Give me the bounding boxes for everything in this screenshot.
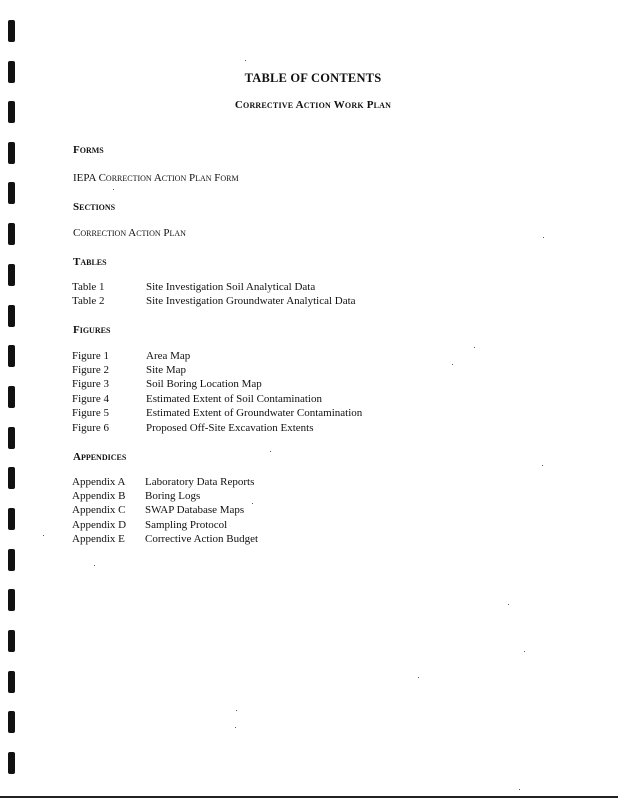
binder-hole-mark [8,427,15,449]
document-subtitle: Corrective Action Work Plan [234,99,392,111]
binder-hole-mark [8,671,15,693]
figure-entry [72,349,190,363]
binder-hole-mark [8,345,15,367]
scan-speck [236,710,237,711]
scan-speck [94,565,95,566]
scan-speck [508,604,509,605]
table-title: Site Investigation Soil Analytical Data [146,281,316,293]
sections-heading: Sections [73,201,116,213]
appendix-entry [72,518,227,532]
appendices-heading: Appendices [73,451,127,463]
binder-hole-mark [8,508,15,530]
figure-title: Estimated Extent of Groundwater Contamination [146,407,363,419]
appendix-label: Appendix C [72,504,126,516]
scan-speck [418,677,419,678]
scan-speck [270,451,271,452]
appendix-title: Corrective Action Budget [145,533,259,545]
binder-hole-mark [8,630,15,652]
scan-speck [543,237,544,238]
scan-speck [43,535,44,536]
scan-speck [245,60,246,61]
binder-hole-mark [8,752,15,774]
appendix-title: Laboratory Data Reports [145,476,255,488]
appendix-entry [72,532,258,546]
page-title: TABLE OF CONTENTS [244,71,382,85]
figure-title: Area Map [146,350,191,362]
appendix-label: Appendix A [72,476,126,488]
forms-heading: Forms [73,144,104,156]
appendix-title: SWAP Database Maps [145,504,245,516]
forms-item: IEPA Correction Action Plan Form [73,172,239,184]
scan-speck [252,503,253,504]
figure-label: Figure 5 [72,407,109,419]
binder-hole-mark [8,264,15,286]
figure-label: Figure 4 [72,393,109,405]
appendix-entry [72,475,254,489]
scan-speck [235,727,236,728]
figure-entry [72,377,262,391]
figure-title: Site Map [146,364,187,376]
binder-hole-mark [8,589,15,611]
appendix-label: Appendix B [72,490,126,502]
table-entry [72,280,315,294]
sections-item: Correction Action Plan [73,227,186,239]
binder-hole-mark [8,223,15,245]
binder-hole-mark [8,305,15,327]
figure-label: Figure 2 [72,364,109,376]
appendix-title: Sampling Protocol [145,519,228,531]
binder-hole-mark [8,142,15,164]
binder-hole-mark [8,386,15,408]
figure-entry [72,421,314,435]
appendix-label: Appendix E [72,533,125,545]
scan-speck [452,364,453,365]
table-label: Table 1 [72,281,105,293]
scan-speck [474,347,475,348]
figures-heading: Figures [73,324,111,336]
figure-label: Figure 3 [72,378,109,390]
figure-entry [72,406,362,420]
figure-title: Soil Boring Location Map [146,378,262,390]
figure-title: Estimated Extent of Soil Contamination [146,393,322,405]
figure-label: Figure 1 [72,350,109,362]
binder-hole-mark [8,182,15,204]
appendix-entry [72,503,244,517]
binder-hole-mark [8,711,15,733]
scan-speck [542,465,543,466]
table-label: Table 2 [72,295,105,307]
appendix-entry [72,489,200,503]
binder-hole-mark [8,467,15,489]
figure-label: Figure 6 [72,422,109,434]
figure-entry [72,363,186,377]
binder-hole-mark [8,20,15,42]
scan-speck [113,189,114,190]
scan-speck [519,789,520,790]
bottom-edge-line [0,796,618,798]
tables-heading: Tables [73,256,107,268]
appendix-title: Boring Logs [145,490,201,502]
figure-entry [72,392,322,406]
scan-speck [524,651,525,652]
binder-hole-mark [8,549,15,571]
appendix-label: Appendix D [72,519,127,531]
table-entry [72,294,356,308]
table-title: Site Investigation Groundwater Analytical Data [146,295,356,307]
figure-title: Proposed Off-Site Excavation Extents [146,422,314,434]
